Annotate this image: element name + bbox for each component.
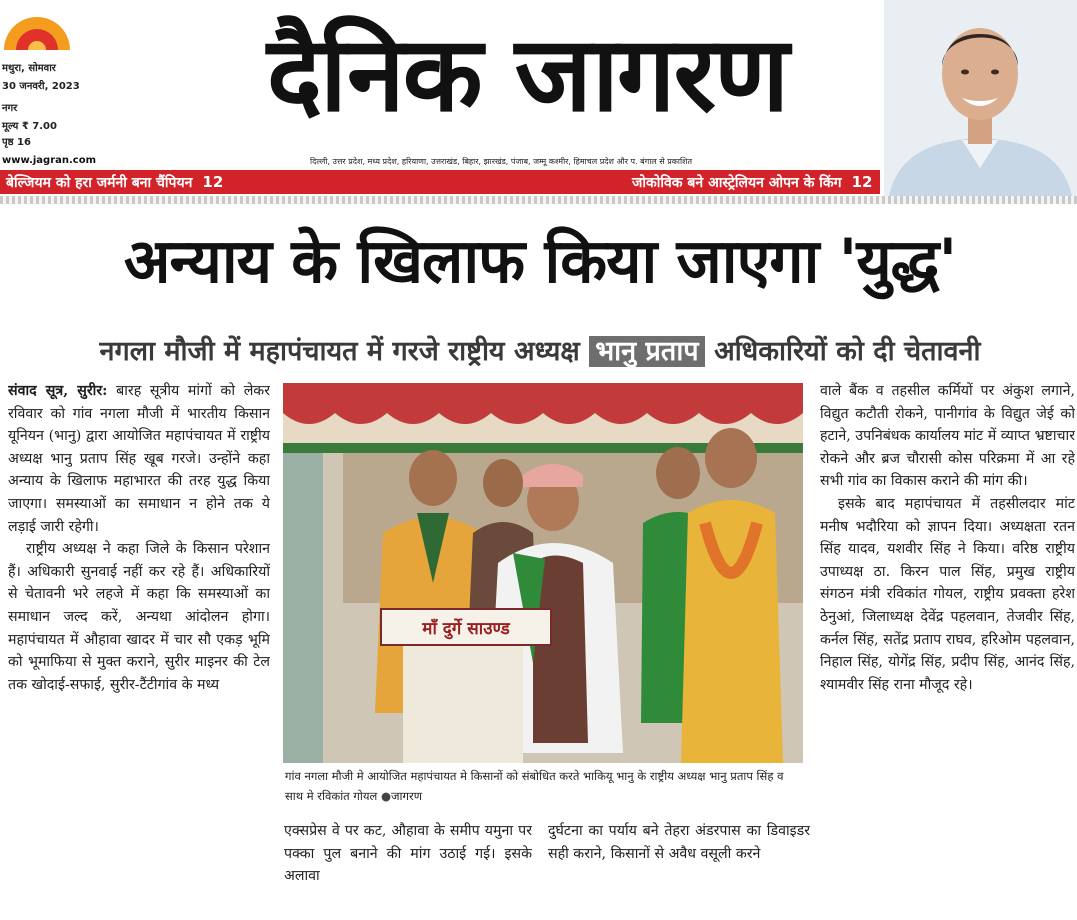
article-column-2 [284, 820, 532, 912]
teaser-right-page: 12 [851, 173, 873, 191]
article-headline: अन्याय के खिलाफ किया जाएगा 'युद्ध' [123, 226, 957, 297]
teaser-right[interactable] [632, 173, 872, 192]
masthead [0, 0, 1077, 196]
teaser-left-text: बेल्जियम को हरा जर्मनी बना चैंपियन [6, 175, 193, 191]
article-column-4 [820, 380, 1075, 912]
subhead-part-1: नगला मौजी में महापंचायत में गरजे राष्ट्रीय अध्यक्ष [99, 336, 580, 367]
masthead-divider [0, 196, 1077, 204]
teaser-player-photo [884, 0, 1077, 196]
website-link[interactable]: www.jagran.com [2, 155, 97, 166]
podium-sign: माँ दुर्गे साउण्ड [422, 619, 510, 639]
mahapanchayat-photo [283, 383, 803, 763]
city-day: मथुरा, सोमवार [2, 63, 56, 74]
issue-price: मूल्य ₹ 7.00 [2, 121, 57, 132]
teaser-left[interactable] [6, 173, 223, 192]
article-paragraph: एक्सप्रेस वे पर कट, औहावा के समीप यमुना पर पक्का पुल बनाने की मांग उठाई गई। इसके अलावा [284, 823, 532, 885]
article-subhead [10, 330, 1070, 374]
caption-credit: ● जागरण [381, 789, 422, 803]
teaser-right-text: जोकोविक बने आस्ट्रेलियन ओपन के किंग [632, 175, 842, 191]
paragraph-text: बारह सूत्रीय मांगों को लेकर रविवार को गांव नगला मौजी में भारतीय किसान यूनियन (भानु) द्वारा आयोजित महापंचायत में राष्ट्रीय अध्यक्ष भानु प्रताप सिंह खूब गरजे। उन्होंने कहा अन्याय के खिलाफ महाभारत की तरह युद्ध किया जाएगा। समस्याओं का समाधान न होने तक ये लड़ाई जारी रहेगी। [8, 383, 270, 535]
subhead-highlight-name: भानु प्रताप [589, 336, 704, 367]
page-count: पृष्ठ 16 [2, 137, 31, 148]
subhead-part-2: अधिकारियों को दी चेतावनी [714, 336, 981, 367]
article-paragraph: वाले बैंक व तहसील कर्मियों पर अंकुश लगाने, विद्युत कटौती रोकने, पानीगांव के विद्युत जेई को हटाने, उपनिबंधक कार्यालय मांट में व्याप्त भ्रष्टाचार रोकने और ब्रज चौरासी कोस परिक्रमा में आ रहे सभी गांव का विकास कराने की मांग की। [820, 383, 1075, 490]
edition-name: नगर [2, 103, 18, 114]
publication-states-line: दिल्ली, उत्तर प्रदेश, मध्य प्रदेश, हरियाणा, उत्तराखंड, बिहार, झारखंड, पंजाब, जम्मू कश्मीर, हिमाचल प्रदेश और प. बंगाल से प्रकाशित [310, 157, 693, 166]
rising-sun-logo-icon [2, 10, 72, 50]
article-column-3 [548, 820, 810, 912]
teaser-left-page: 12 [202, 173, 224, 191]
photo-caption [285, 766, 805, 806]
caption-text: गांव नगला मौजी मे आयोजित महापंचायत मे किसानों को संबोधित करते भाकियू भानु के राष्ट्रीय अध्यक्ष भानु प्रताप सिंह व साथ मे रविकांत गोयल [285, 769, 784, 803]
dateline: संवाद सूत्र, सुरीर: [8, 383, 108, 399]
article-paragraph: राष्ट्रीय अध्यक्ष ने कहा जिले के किसान परेशान हैं। अधिकारी सुनवाई नहीं कर रहे हैं। अधिकारियों से चेतावनी भरे लहजे में कहा कि समस्याओं का समाधान जल्द करें, अन्यथा आंदोलन होगा। महापंचायत में औहावा खादर में चार सौ एकड़ भूमि को भूमाफिया से मुक्त कराने, सुरीर माइनर की टेल तक खोदाई-सफाई, सुरीर-टैंटीगांव के मध्य [8, 541, 270, 693]
newspaper-title: दैनिक जागरण [266, 13, 788, 135]
article-paragraph: इसके बाद महापंचायत में तहसीलदार मांट मनीष भदौरिया को ज्ञापन दिया। अध्यक्षता रतन सिंह यादव, यशवीर सिंह ने किया। वरिष्ठ राष्ट्रीय उपाध्यक्ष ठा. किरन पाल सिंह, प्रमुख राष्ट्रीय संगठन मंत्री रविकांत गोयल, राष्ट्रीय प्रवक्ता हरेश ठेनुआं, जिलाध्यक्ष देवेंद्र पहलवान, तेजवीर सिंह, कर्नल सिंह, सतेंद्र प्रताप राघव, हरिओम पहलवान, निहाल सिंह, योगेंद्र सिंह, प्रदीप सिंह, आनंद सिंह, श्यामवीर सिंह राना मौजूद रहे। [820, 495, 1075, 693]
article-column-1 [8, 380, 270, 912]
article-paragraph: दुर्घटना का पर्याय बने तेहरा अंडरपास का डिवाइडर सही कराने, किसानों से अवैध वसूली करने [548, 823, 810, 862]
issue-date: 30 जनवरी, 2023 [2, 81, 80, 92]
article-paragraph [8, 380, 270, 538]
